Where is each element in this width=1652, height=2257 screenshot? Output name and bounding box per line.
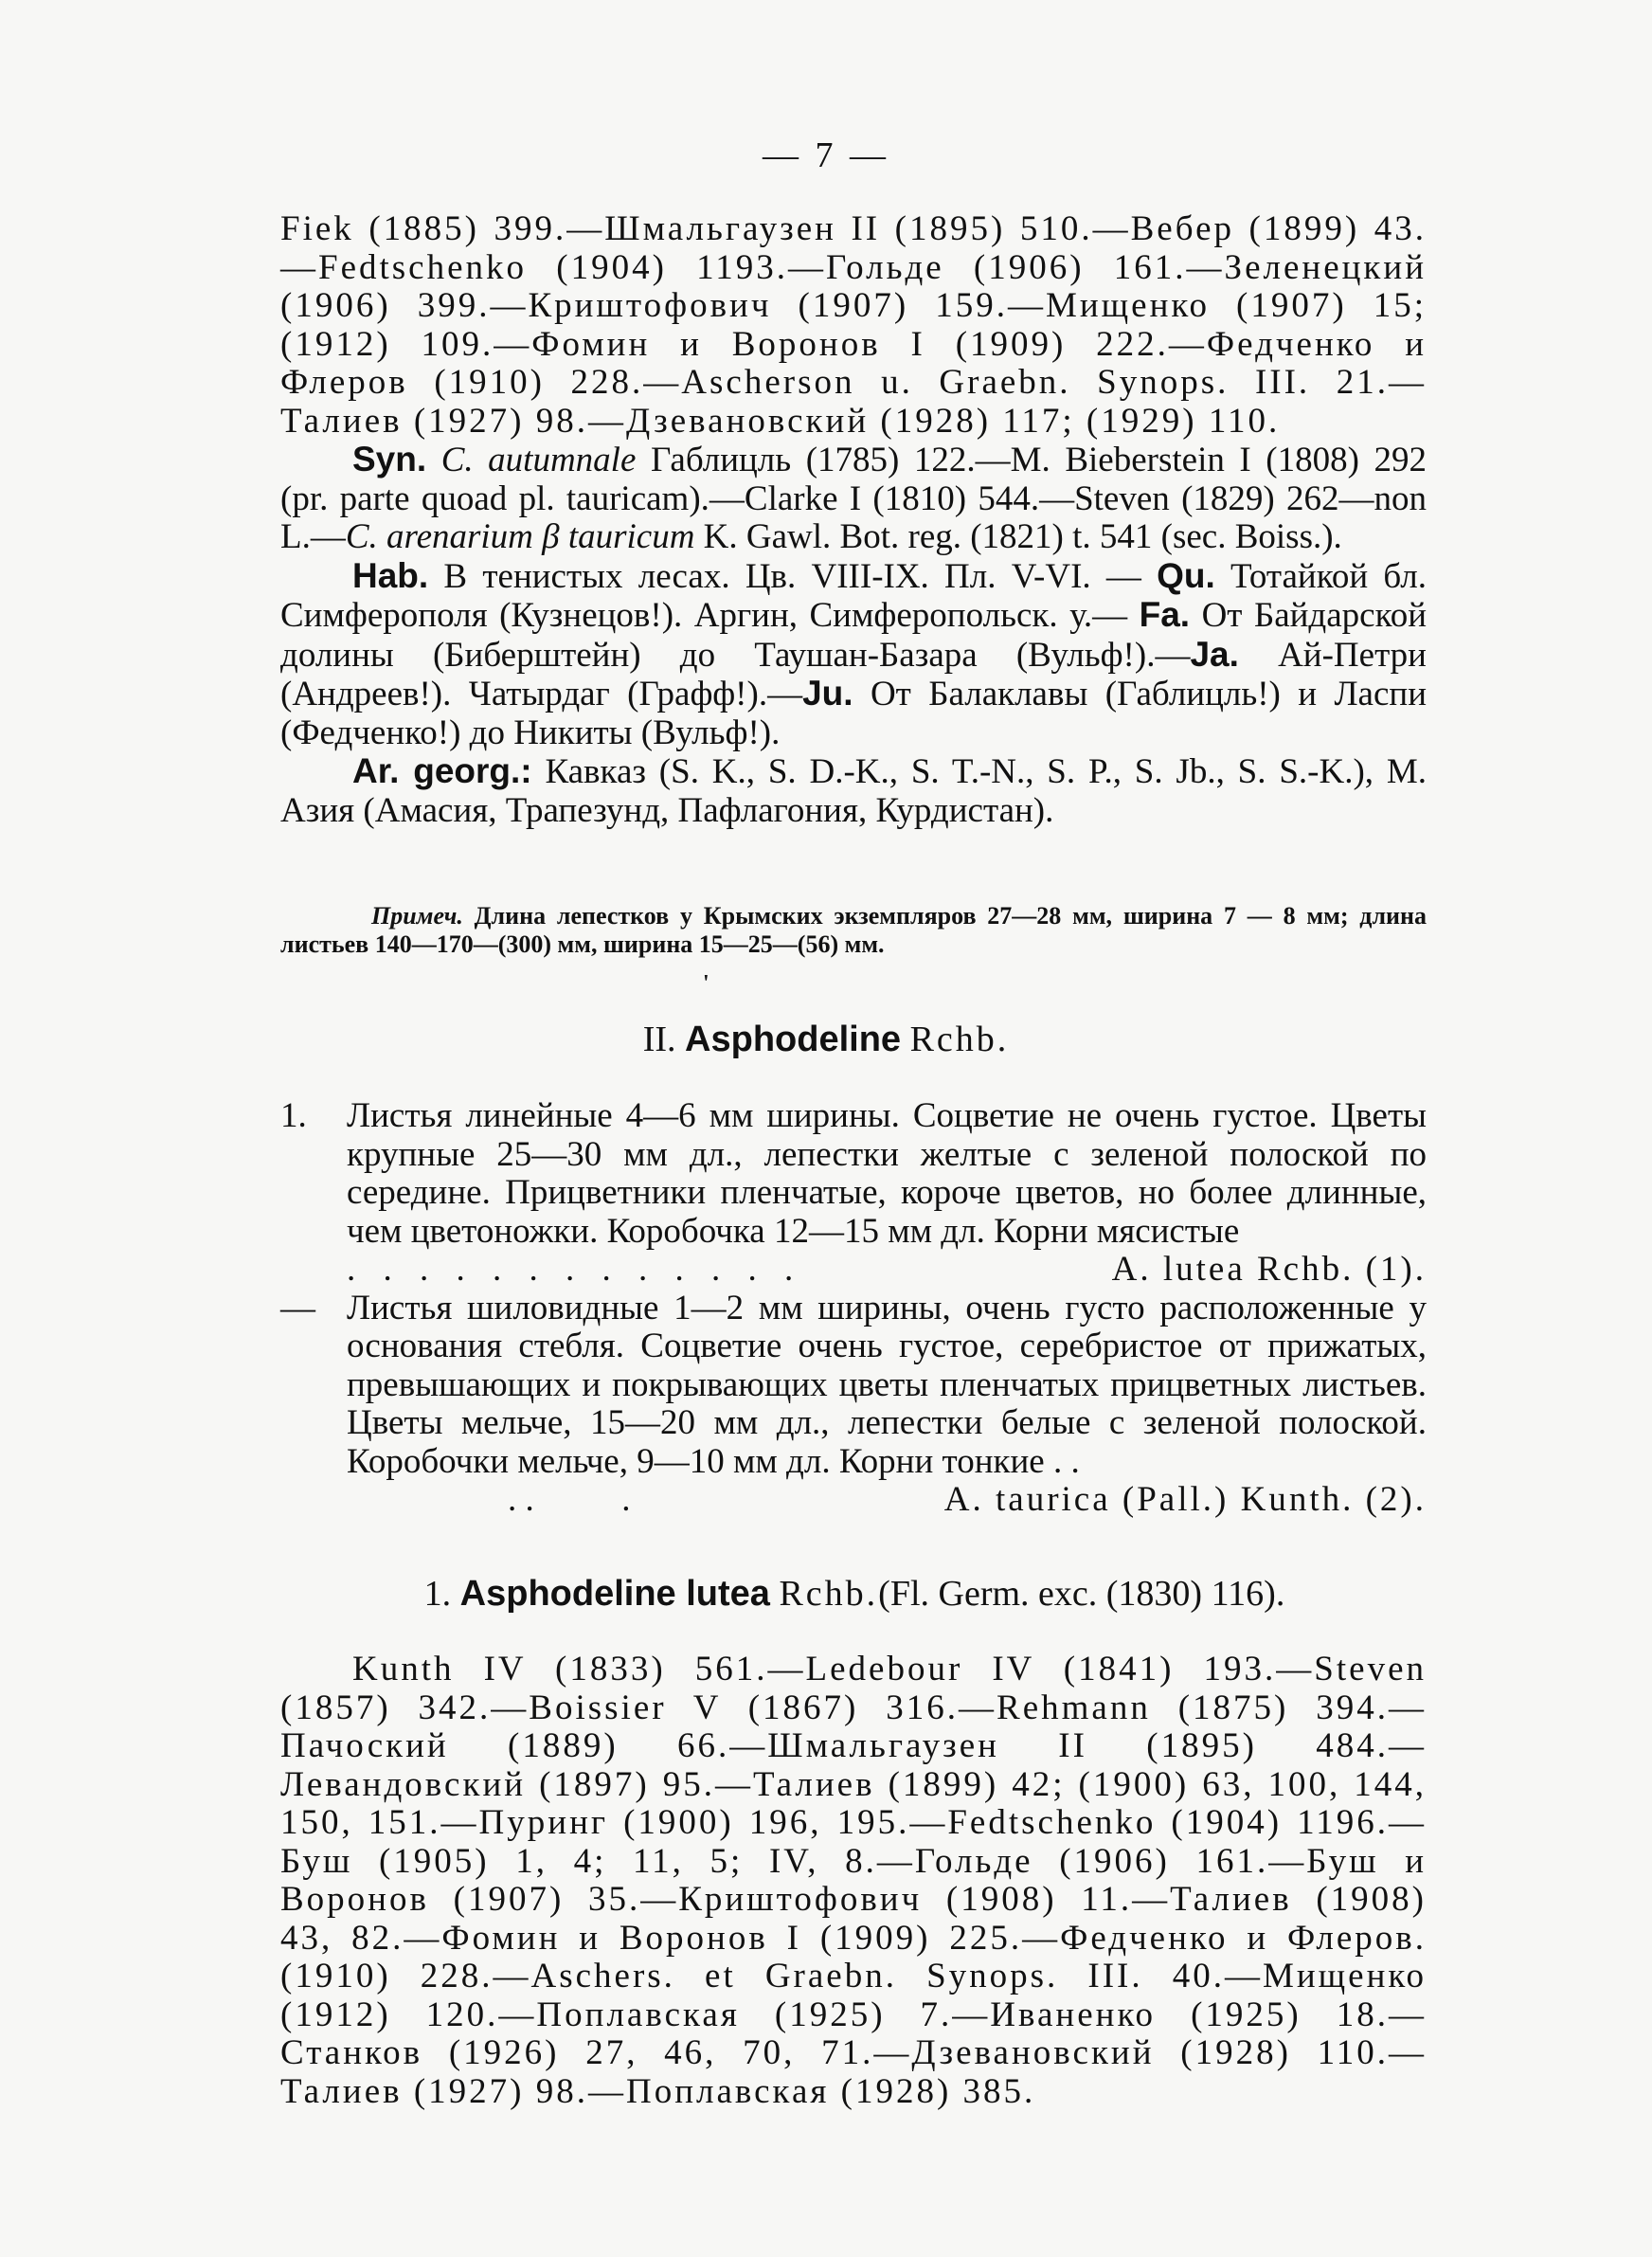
key-couplet-1 [280,1097,1427,1290]
genus-numeral: II. [642,1020,676,1059]
ar-text: Кавказ (S. K., S. D.-K., S. T.-N., S. P., S. Jb., S. S.-K.), М. Азия (Амасия, Трапезунд, Пафлагония, Курдистан). [280,752,1427,830]
area-paragraph [280,752,1427,830]
ju-label: Ju. [802,674,853,713]
note-label: Примеч. [371,902,463,930]
couplet-result-line [347,1251,1427,1290]
hab-text-2: Тотайкой бл. Симферополя (Кузнецов!). Аргин, Симферопольск. у.— [280,556,1427,635]
syn-taxon-2: C. arenarium β tauricum [345,517,695,556]
footnote-remark [280,902,1427,959]
couplet-result-line [347,1481,1427,1520]
leader-dots: . . . . . . . . . . . . . [347,1251,803,1289]
ar-label: Ar. georg.: [352,751,532,790]
species-heading [0,1573,1652,1615]
genus-heading [0,1019,1652,1060]
species-citation: (Fl. Germ. exc. (1830) 116). [878,1574,1285,1614]
hab-text-5: От Балаклавы (Габлицль!) и Ласпи (Федченко!) до Никиты (Вульф!). [280,675,1427,752]
couplet-number: 1. [280,1096,307,1135]
note-text: Длина лепестков у Крымских экземпляров 27—28 мм, ширина 7 — 8 мм; длина листьев 140—170—(300) мм, ширина 15—25—(56) мм. [280,902,1427,958]
literature-references: Fiek (1885) 399.—Шмальгаузен II (1895) 510.—Вебер (1899) 43.—Fedtschenko (1904) 1193.—Гольде (1906) 161.—Зеленецкий (1906) 399.—Криштофович (1907) 159.—Мищенко (1907) 15; (1912) 109.—Фомин и Воронов I (1909) 222.—Федченко и Флеров (1910) 228.—Ascherson u. Graebn. Synops. III. 21.—Талиев (1927) 98.—Дзевановский (1928) 117; (1929) 110. [280,209,1427,441]
key-couplet-2 [280,1290,1427,1520]
couplet-number: — [280,1288,315,1327]
fa-label: Fa. [1139,595,1191,634]
species-author: Rchb. [779,1574,879,1614]
leader-dots: . . . [508,1480,631,1519]
identification-key [280,1097,1427,1520]
ja-label: Ja. [1190,634,1239,674]
references-block-1 [280,210,1427,830]
page-number: — 7 — [763,135,889,175]
hab-text-1: В тенистых лесах. Цв. VIII-IX. Пл. V-VI. — [428,556,1158,596]
syn-text-2: K. Gawl. Bot. reg. (1821) t. 541 (sec. Boiss.). [694,517,1342,556]
genus-name: Asphodeline [685,1020,902,1059]
hab-label: Hab. [352,555,429,595]
syn-taxon-1: C. autumnale [440,441,637,479]
couplet-result: A. lutea Rchb. (1). [1111,1250,1427,1289]
references-block-2 [280,1651,1427,2111]
couplet-text: Листья линейные 4—6 мм ширины. Соцветие не очень густое. Цветы крупные 25—30 мм дл., лепестки желтые с зеленой полоской по середине. Прицветники пленчатые, короче цветов, но более длинные, чем цветоножки. Коробочка 12—15 мм дл. Корни мясистые [347,1096,1427,1251]
syn-text-1: Габлицль (1785) 122.—M. Bieberstein I (1808) 292 (pr. parte quoad pl. tauricam).—Clarke I (1810) 544.—Steven (1829) 262—non L.— [280,441,1427,556]
synonymy-paragraph [280,441,1427,557]
couplet-result: A. taurica (Pall.) Kunth. (2). [943,1480,1427,1519]
qu-label: Qu. [1157,555,1215,595]
habitat-paragraph [280,557,1427,753]
genus-author: Rchb. [909,1020,1010,1059]
couplet-text: Листья шиловидные 1—2 мм ширины, очень густо расположенные у основания стебля. Соцветие очень густое, серебристое от прижатых, превышающих и покрывающих цветы пленчатых прицветных листьев. Цветы мельче, 15—20 мм дл., лепестки белые с зеленой полоской. Коробочки мельче, 9—10 мм дл. Корни тонкие . . [347,1288,1427,1481]
stray-mark: ' [703,971,709,996]
hab-text-4: Ай-Петри (Андреев!). Чатырдаг (Графф!).— [280,635,1427,713]
syn-label: Syn. [352,440,427,478]
literature-references: Kunth IV (1833) 561.—Ledebour IV (1841) 193.—Steven (1857) 342.—Boissier V (1867) 316.—Rehmann (1875) 394.—Пачоский (1889) 66.—Шмальгаузен II (1895) 484.—Левандовский (1897) 95.—Талиев (1899) 42; (1900) 63, 100, 144, 150, 151.—Пуринг (1900) 196, 195.—Fedtschenko (1904) 1196.—Буш (1905) 1, 4; 11, 5; IV, 8.—Гольде (1906) 161.—Буш и Воронов (1907) 35.—Криштофович (1908) 11.—Талиев (1908) 43, 82.—Фомин и Воронов I (1909) 225.—Федченко и Флеров. (1910) 228.—Aschers. et Graebn. Synops. III. 40.—Мищенко (1912) 120.—Поплавская (1925) 7.—Иваненко (1925) 18.—Станков (1926) 27, 46, 70, 71.—Дзевановский (1928) 110.—Талиев (1927) 98.—Поплавская (1928) 385. [280,1650,1427,2111]
species-name: Asphodeline lutea [459,1574,770,1614]
species-numeral: 1. [423,1574,452,1614]
hab-text-3: От Байдарской долины (Биберштейн) до Таушан-Базара (Вульф!).— [280,596,1427,675]
